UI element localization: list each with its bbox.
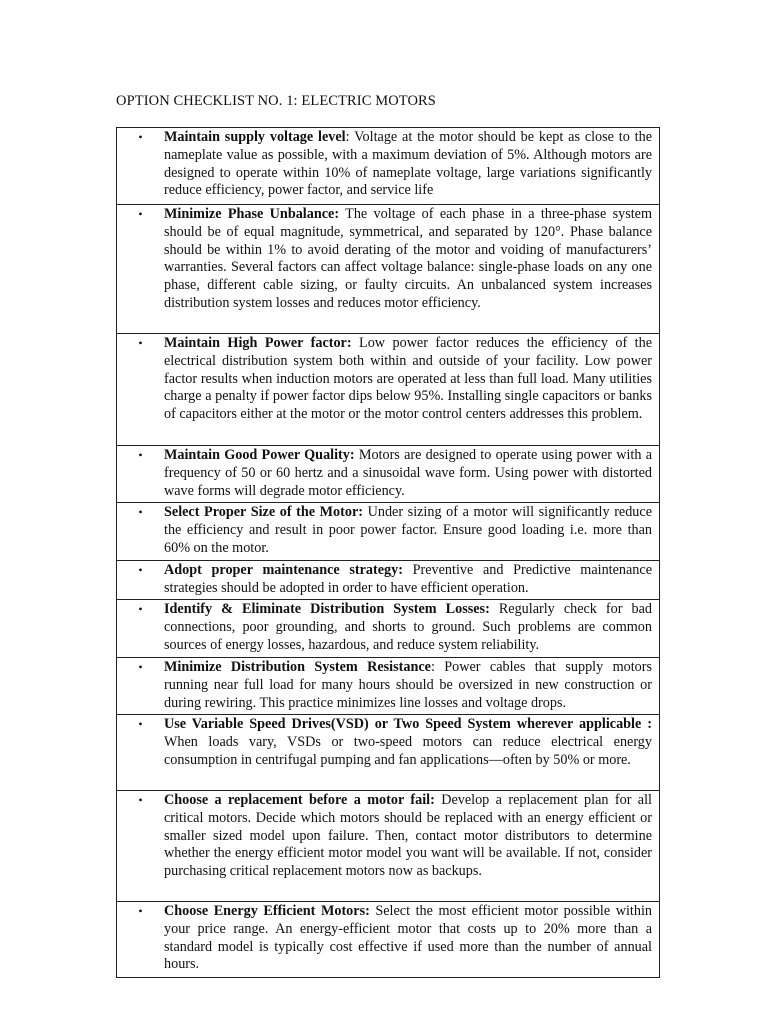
item-body: Motors are designed to operate using power with a frequency of 50 or 60 hertz and a sinusoidal wave form. Using power with distorted wave forms will degrade motor efficiency. [164, 447, 652, 499]
bullet-icon: • [138, 207, 143, 221]
bullet-icon: • [138, 130, 143, 144]
checklist-item-text [164, 205, 652, 333]
checklist-item-text [164, 503, 652, 560]
item-heading: Use Variable Speed Drives(VSD) or Two Speed System wherever applicable : [164, 716, 652, 732]
checklist-row-maintenance [117, 561, 659, 600]
checklist-item-text [164, 128, 652, 204]
item-body: Voltage at the motor should be kept as close to the nameplate value as possible, with a maximum deviation of 5%. Although motors are designed to operate within 10% of nameplate voltage, large variations significantly reduce efficiency, power factor, and service life [164, 129, 652, 199]
item-heading: Maintain High Power factor: [164, 335, 352, 351]
checklist-row-power-factor [117, 334, 659, 446]
checklist-table [116, 127, 660, 978]
item-heading: Choose a replacement before a motor fail: [164, 792, 435, 808]
checklist-item-text [164, 658, 652, 714]
bullet-icon: • [138, 505, 143, 519]
item-separator: : [345, 129, 350, 145]
item-body: When loads vary, VSDs or two-speed motors can reduce electrical energy consumption in centrifugal pumping and fan applications—often by 50% or more. [164, 733, 652, 768]
item-heading: Maintain Good Power Quality: [164, 447, 355, 463]
bullet-icon: • [138, 602, 143, 616]
checklist-row-replacement-plan [117, 791, 659, 902]
item-heading: Adopt proper maintenance strategy: [164, 562, 403, 578]
item-body: The voltage of each phase in a three-phase system should be of equal magnitude, symmetrical, and separated by 120°. Phase balance should be within 1% to avoid derating of the motor and voiding of manufacturers’ warranties. Several factors can affect voltage balance: single-phase loads on any one phase, different cable sizing, or faulty circuits. An unbalanced system increases distribution system losses and reduces motor efficiency. [164, 206, 652, 311]
checklist-row-efficient-motors [117, 902, 659, 977]
checklist-row-variable-speed-drives [117, 715, 659, 791]
item-heading: Select Proper Size of the Motor: [164, 504, 363, 520]
item-heading: Maintain supply voltage level [164, 129, 346, 145]
item-heading: Minimize Distribution System Resistance [164, 659, 431, 675]
bullet-icon: • [138, 717, 143, 731]
bullet-icon: • [138, 563, 143, 577]
item-heading: Minimize Phase Unbalance: [164, 206, 340, 222]
item-body: Select the most efficient motor possible within your price range. An energy-efficient motor that costs up to 20% more than a standard model is typically cost effective if used more than the number of annual hours. [164, 903, 652, 973]
item-heading: Choose Energy Efficient Motors: [164, 903, 370, 919]
checklist-row-power-quality [117, 446, 659, 503]
checklist-row-distribution-losses [117, 600, 659, 658]
item-body: Under sizing of a motor will significantly reduce the efficiency and result in poor power factor. Ensure good loading i.e. more than 60% on the motor. [164, 504, 652, 556]
checklist-item-text [164, 902, 652, 977]
checklist-item-text [164, 561, 652, 599]
item-body: Preventive and Predictive maintenance strategies should be adopted in order to have efficient operation. [164, 562, 652, 596]
bullet-icon: • [138, 336, 143, 350]
item-body: Develop a replacement plan for all critical motors. Decide which motors should be replaced with an energy efficient or smaller sized model upon failure. Then, contact motor distributors to determine whether the energy efficient motor model you want will be available. If not, consider purchasing critical replacement motors now as backups. [164, 792, 652, 880]
checklist-item-text [164, 446, 652, 502]
item-body: Power cables that supply motors running near full load for many hours should be oversized in new construction or during rewiring. This practice minimizes line losses and voltage drops. [164, 659, 652, 711]
checklist-row-system-resistance [117, 658, 659, 715]
checklist-row-supply-voltage [117, 128, 659, 205]
item-body: Regularly check for bad connections, poor grounding, and shorts to ground. Such problems are common sources of energy losses, hazardous, and reduce system reliability. [164, 601, 652, 653]
bullet-icon: • [138, 448, 143, 462]
checklist-item-text [164, 600, 652, 657]
item-heading: Identify & Eliminate Distribution System Losses: [164, 601, 490, 617]
page-title: OPTION CHECKLIST NO. 1: ELECTRIC MOTORS [116, 93, 436, 109]
bullet-icon: • [138, 904, 143, 918]
checklist-item-text [164, 791, 652, 901]
checklist-row-motor-size [117, 503, 659, 561]
bullet-icon: • [138, 793, 143, 807]
checklist-item-text [164, 715, 652, 790]
item-separator: : [430, 659, 435, 675]
checklist-item-text [164, 334, 652, 445]
bullet-icon: • [138, 660, 143, 674]
item-body: Low power factor reduces the efficiency of the electrical distribution system both within and outside of your facility. Low power factor results when induction motors are operated at less than full load. Many utilities charge a penalty if power factor dips below 95%. Installing single capacitors or banks of capacitors either at the motor or the motor control centers addresses this problem. [164, 335, 652, 423]
checklist-row-phase-unbalance [117, 205, 659, 334]
